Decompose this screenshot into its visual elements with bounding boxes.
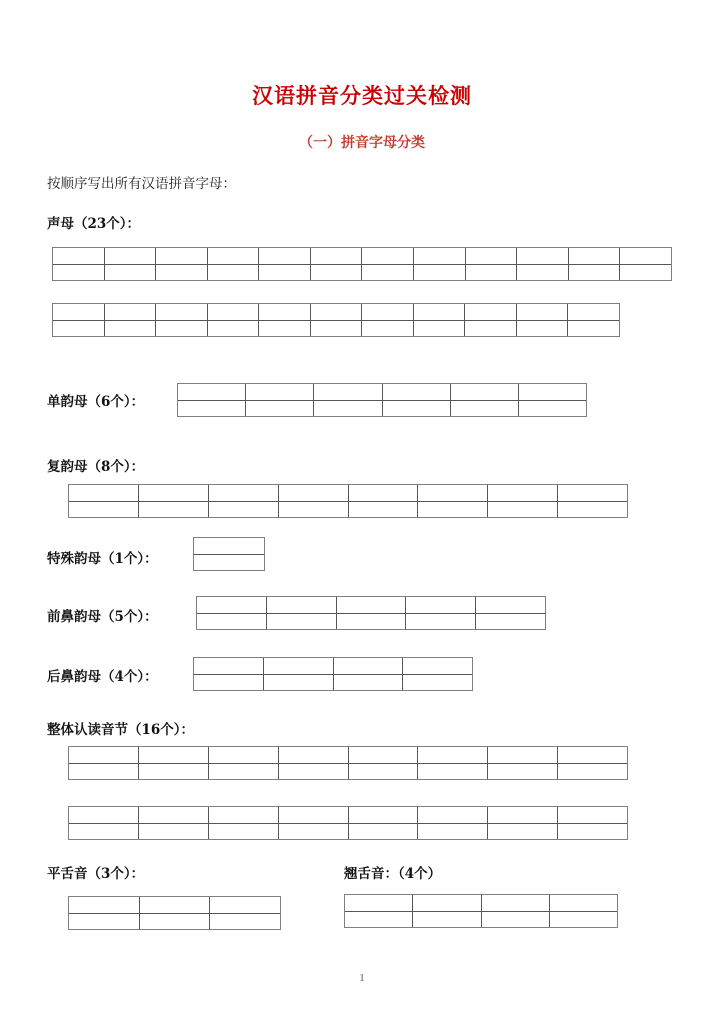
answer-cell[interactable] xyxy=(567,321,619,337)
answer-cell[interactable] xyxy=(417,824,487,840)
answer-cell[interactable] xyxy=(208,764,278,780)
answer-grid-fuyunmu[interactable] xyxy=(68,484,628,518)
answer-grid-row xyxy=(69,763,627,780)
answer-cell[interactable] xyxy=(413,248,465,264)
answer-cell[interactable] xyxy=(333,658,403,674)
answer-cell[interactable] xyxy=(155,265,207,281)
answer-cell[interactable] xyxy=(258,265,310,281)
answer-cell[interactable] xyxy=(348,485,418,501)
answer-cell[interactable] xyxy=(382,384,450,400)
answer-grid-row xyxy=(178,384,586,400)
answer-cell[interactable] xyxy=(263,658,333,674)
page-subtitle: （一）拼音字母分类 xyxy=(299,135,425,151)
answer-cell[interactable] xyxy=(245,384,313,400)
answer-cell[interactable] xyxy=(138,485,208,501)
answer-grid-teshuyunmu[interactable] xyxy=(193,537,265,571)
answer-cell[interactable] xyxy=(310,265,362,281)
answer-grid-zhengtirendu-2[interactable] xyxy=(68,806,628,840)
answer-cell[interactable] xyxy=(557,747,627,763)
answer-grid-danyunmu[interactable] xyxy=(177,383,587,417)
answer-grid-row xyxy=(194,674,472,691)
answer-cell[interactable] xyxy=(516,265,568,281)
answer-grid-shengmu-2[interactable] xyxy=(52,303,620,337)
answer-grid-row xyxy=(69,807,627,823)
answer-cell[interactable] xyxy=(417,502,487,518)
answer-cell[interactable] xyxy=(138,807,208,823)
answer-cell[interactable] xyxy=(481,912,549,928)
answer-cell[interactable] xyxy=(475,597,545,613)
instruction-text: 按顺序写出所有汉语拼音字母： xyxy=(47,176,236,192)
answer-cell[interactable] xyxy=(104,304,156,320)
section-label-houbiyunmu: 后鼻韵母（4个）： xyxy=(47,669,158,685)
answer-grid-row xyxy=(53,320,619,337)
answer-cell[interactable] xyxy=(487,502,557,518)
answer-cell[interactable] xyxy=(69,747,138,763)
answer-cell[interactable] xyxy=(557,485,627,501)
answer-grid-row xyxy=(178,400,586,417)
answer-cell[interactable] xyxy=(361,321,413,337)
answer-grid-pingsheyin[interactable] xyxy=(68,896,281,930)
answer-cell[interactable] xyxy=(557,764,627,780)
answer-cell[interactable] xyxy=(104,265,156,281)
answer-grid-qianbiyunmu[interactable] xyxy=(196,596,546,630)
answer-grid-row xyxy=(194,538,264,554)
answer-grid-row xyxy=(345,895,617,911)
answer-cell[interactable] xyxy=(53,265,104,281)
answer-cell[interactable] xyxy=(412,895,480,911)
answer-cell[interactable] xyxy=(278,485,348,501)
answer-grid-row xyxy=(69,485,627,501)
answer-cell[interactable] xyxy=(53,248,104,264)
answer-cell[interactable] xyxy=(345,895,412,911)
answer-cell[interactable] xyxy=(69,897,139,913)
section-label-fuyunmu: 复韵母（8个）： xyxy=(47,459,145,475)
answer-cell[interactable] xyxy=(278,502,348,518)
answer-cell[interactable] xyxy=(278,807,348,823)
answer-cell[interactable] xyxy=(518,384,586,400)
answer-cell[interactable] xyxy=(487,824,557,840)
answer-grid-houbiyunmu[interactable] xyxy=(193,657,473,691)
answer-grid-row xyxy=(197,613,545,630)
answer-cell[interactable] xyxy=(450,384,518,400)
answer-grid-row xyxy=(53,264,671,281)
answer-cell[interactable] xyxy=(487,747,557,763)
section-label-qiaosheyin: 翘舌音：（4个） xyxy=(344,866,442,882)
answer-cell[interactable] xyxy=(258,248,310,264)
answer-cell[interactable] xyxy=(278,824,348,840)
answer-cell[interactable] xyxy=(53,321,104,337)
answer-cell[interactable] xyxy=(567,304,619,320)
page-number: 1 xyxy=(359,972,365,984)
answer-cell[interactable] xyxy=(413,321,465,337)
section-label-qianbiyunmu: 前鼻韵母（5个）： xyxy=(47,609,158,625)
answer-cell[interactable] xyxy=(465,265,517,281)
answer-grid-row xyxy=(69,913,280,930)
answer-cell[interactable] xyxy=(345,912,412,928)
answer-cell[interactable] xyxy=(155,321,207,337)
answer-cell[interactable] xyxy=(194,555,264,571)
answer-cell[interactable] xyxy=(475,614,545,630)
answer-cell[interactable] xyxy=(464,321,516,337)
answer-grid-row xyxy=(194,658,472,674)
answer-cell[interactable] xyxy=(208,502,278,518)
answer-cell[interactable] xyxy=(69,914,139,930)
answer-cell[interactable] xyxy=(155,248,207,264)
answer-cell[interactable] xyxy=(208,807,278,823)
section-label-danyunmu: 单韵母（6个）： xyxy=(47,394,145,410)
answer-cell[interactable] xyxy=(405,614,475,630)
answer-cell[interactable] xyxy=(516,321,568,337)
answer-cell[interactable] xyxy=(197,597,266,613)
answer-grid-row xyxy=(194,554,264,571)
answer-cell[interactable] xyxy=(69,807,138,823)
answer-cell[interactable] xyxy=(278,764,348,780)
answer-cell[interactable] xyxy=(518,401,586,417)
answer-grid-row xyxy=(69,897,280,913)
answer-cell[interactable] xyxy=(266,597,336,613)
answer-cell[interactable] xyxy=(333,675,403,691)
answer-cell[interactable] xyxy=(310,304,362,320)
answer-cell[interactable] xyxy=(516,304,568,320)
answer-cell[interactable] xyxy=(413,265,465,281)
answer-cell[interactable] xyxy=(568,265,620,281)
answer-cell[interactable] xyxy=(417,747,487,763)
answer-cell[interactable] xyxy=(266,614,336,630)
answer-cell[interactable] xyxy=(464,304,516,320)
answer-cell[interactable] xyxy=(209,897,280,913)
answer-cell[interactable] xyxy=(104,321,156,337)
answer-cell[interactable] xyxy=(348,764,418,780)
answer-cell[interactable] xyxy=(139,897,210,913)
answer-cell[interactable] xyxy=(402,675,472,691)
answer-cell[interactable] xyxy=(402,658,472,674)
answer-cell[interactable] xyxy=(336,614,406,630)
answer-cell[interactable] xyxy=(69,502,138,518)
answer-cell[interactable] xyxy=(487,485,557,501)
answer-grid-row xyxy=(197,597,545,613)
answer-cell[interactable] xyxy=(194,658,263,674)
answer-grid-row xyxy=(69,501,627,518)
answer-cell[interactable] xyxy=(549,912,617,928)
answer-cell[interactable] xyxy=(208,824,278,840)
answer-cell[interactable] xyxy=(258,304,310,320)
answer-cell[interactable] xyxy=(481,895,549,911)
answer-cell[interactable] xyxy=(417,485,487,501)
answer-cell[interactable] xyxy=(207,304,259,320)
answer-cell[interactable] xyxy=(361,248,413,264)
answer-cell[interactable] xyxy=(557,502,627,518)
answer-cell[interactable] xyxy=(207,321,259,337)
answer-cell[interactable] xyxy=(413,304,465,320)
answer-cell[interactable] xyxy=(619,248,671,264)
answer-cell[interactable] xyxy=(69,485,138,501)
answer-cell[interactable] xyxy=(104,248,156,264)
answer-cell[interactable] xyxy=(278,747,348,763)
section-label-shengmu: 声母（23个）： xyxy=(47,216,141,232)
answer-cell[interactable] xyxy=(465,248,517,264)
answer-cell[interactable] xyxy=(209,914,280,930)
answer-cell[interactable] xyxy=(263,675,333,691)
answer-cell[interactable] xyxy=(197,614,266,630)
answer-cell[interactable] xyxy=(568,248,620,264)
answer-cell[interactable] xyxy=(382,401,450,417)
answer-cell[interactable] xyxy=(258,321,310,337)
answer-cell[interactable] xyxy=(53,304,104,320)
answer-cell[interactable] xyxy=(412,912,480,928)
answer-cell[interactable] xyxy=(208,485,278,501)
answer-cell[interactable] xyxy=(69,764,138,780)
answer-grid-row xyxy=(53,304,619,320)
answer-cell[interactable] xyxy=(310,321,362,337)
answer-grid-row xyxy=(53,248,671,264)
answer-cell[interactable] xyxy=(313,401,381,417)
answer-cell[interactable] xyxy=(208,747,278,763)
section-label-zhengtirendu: 整体认读音节（16个）： xyxy=(47,722,195,738)
answer-grid-qiaosheyin[interactable] xyxy=(344,894,618,928)
answer-cell[interactable] xyxy=(138,502,208,518)
answer-cell[interactable] xyxy=(557,824,627,840)
answer-cell[interactable] xyxy=(178,401,245,417)
answer-cell[interactable] xyxy=(516,248,568,264)
answer-cell[interactable] xyxy=(417,764,487,780)
answer-grid-shengmu-1[interactable] xyxy=(52,247,672,281)
answer-cell[interactable] xyxy=(405,597,475,613)
answer-cell[interactable] xyxy=(557,807,627,823)
answer-cell[interactable] xyxy=(138,824,208,840)
answer-cell[interactable] xyxy=(348,807,418,823)
answer-cell[interactable] xyxy=(336,597,406,613)
answer-cell[interactable] xyxy=(450,401,518,417)
answer-cell[interactable] xyxy=(245,401,313,417)
answer-cell[interactable] xyxy=(69,824,138,840)
answer-cell[interactable] xyxy=(348,502,418,518)
answer-cell[interactable] xyxy=(348,747,418,763)
answer-grid-row xyxy=(69,747,627,763)
answer-cell[interactable] xyxy=(139,914,210,930)
answer-grid-row xyxy=(69,823,627,840)
answer-cell[interactable] xyxy=(487,807,557,823)
section-label-teshuyunmu: 特殊韵母（1个）： xyxy=(47,551,158,567)
answer-cell[interactable] xyxy=(194,675,263,691)
answer-cell[interactable] xyxy=(619,265,671,281)
answer-cell[interactable] xyxy=(487,764,557,780)
answer-cell[interactable] xyxy=(348,824,418,840)
answer-cell[interactable] xyxy=(310,248,362,264)
answer-cell[interactable] xyxy=(207,248,259,264)
answer-cell[interactable] xyxy=(138,747,208,763)
answer-grid-zhengtirendu-1[interactable] xyxy=(68,746,628,780)
answer-cell[interactable] xyxy=(155,304,207,320)
answer-cell[interactable] xyxy=(178,384,245,400)
answer-cell[interactable] xyxy=(549,895,617,911)
answer-cell[interactable] xyxy=(361,304,413,320)
answer-cell[interactable] xyxy=(417,807,487,823)
answer-cell[interactable] xyxy=(194,538,264,554)
answer-cell[interactable] xyxy=(361,265,413,281)
answer-cell[interactable] xyxy=(313,384,381,400)
section-label-pingsheyin: 平舌音（3个）： xyxy=(47,866,145,882)
answer-cell[interactable] xyxy=(207,265,259,281)
answer-cell[interactable] xyxy=(138,764,208,780)
page-title: 汉语拼音分类过关检测 xyxy=(252,84,472,108)
answer-grid-row xyxy=(345,911,617,928)
